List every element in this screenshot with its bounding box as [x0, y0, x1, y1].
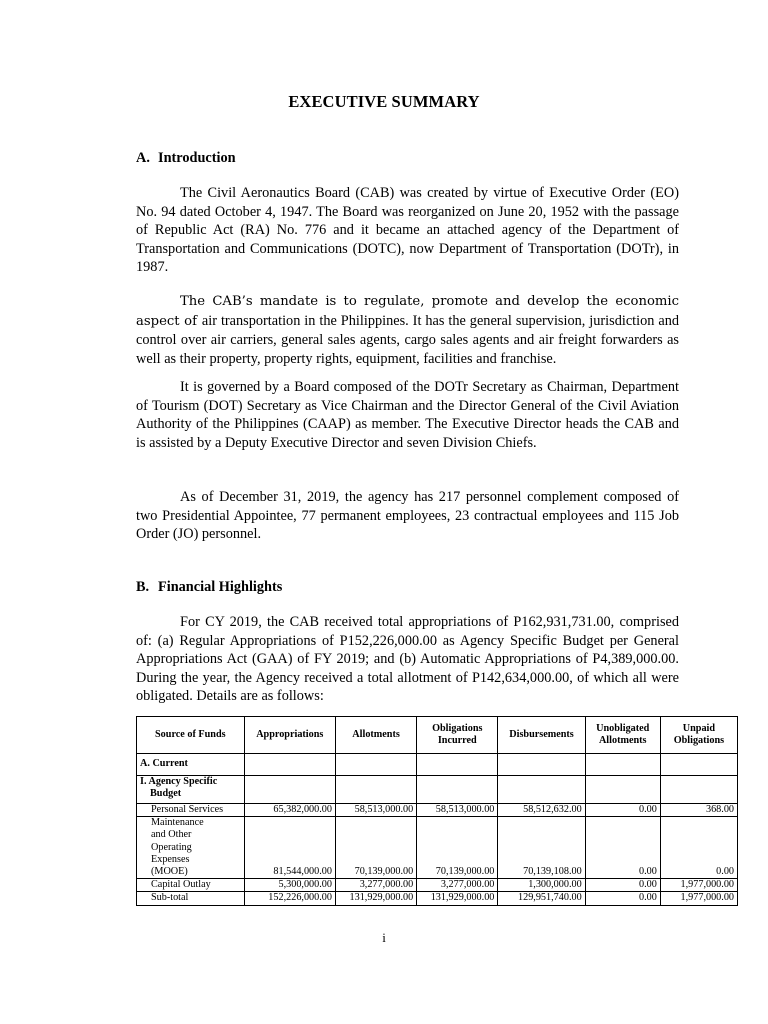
intro-paragraph-1: The Civil Aeronautics Board (CAB) was created by virtue of Executive Order (EO) No. 94 dated October 4, 1947. The Board was reorganized on June 20, 1952 with the passage of Republic Act (RA) No. 776 and it became an attached agency of the Department of Transportation and Communications (DOTC), now Department of Transportation (DOTr), in 1987.	[136, 185, 679, 275]
cell: 58,513,000.00	[417, 804, 498, 817]
intro-paragraph-2	[136, 292, 679, 368]
cell: 3,277,000.00	[417, 879, 498, 892]
cell: 129,951,740.00	[498, 892, 585, 905]
table-header-row	[137, 717, 738, 754]
group-label: I. Agency Specific Budget	[137, 776, 245, 804]
intro-paragraph-3: It is governed by a Board composed of the DOTr Secretary as Chairman, Department of Tourism (DOT) Secretary as Vice Chairman and the Director General of the Civil Aviation Authority of the Philippines (CAAP) as member. The Executive Director heads the CAB and is assisted by a Deputy Executive Director and seven Division Chiefs.	[136, 379, 679, 451]
cell: 131,929,000.00	[335, 892, 416, 905]
header-obligations-incurred: Obligations Incurred	[417, 717, 498, 754]
row-name: Personal Services	[137, 804, 245, 817]
cell: 368.00	[660, 804, 737, 817]
intro-paragraph-2-rest: air transportation in the Philippines. It has the general supervision, jurisdiction and control over air carriers, general sales agents, cargo sales agents and air freight forwarders as well as their property, property rights, equipment, facilities and franchise.	[136, 312, 680, 367]
row-name: Sub-total	[137, 892, 245, 905]
section-a-title: Introduction	[158, 150, 236, 166]
cell: 70,139,000.00	[335, 817, 416, 879]
header-unpaid-obligations: Unpaid Obligations	[660, 717, 737, 754]
cell: 1,977,000.00	[660, 892, 737, 905]
table-row	[137, 776, 738, 804]
cell: 0.00	[585, 879, 660, 892]
header-allotments: Allotments	[335, 717, 416, 754]
section-b-heading	[136, 579, 282, 596]
cell: 131,929,000.00	[417, 892, 498, 905]
header-appropriations: Appropriations	[244, 717, 335, 754]
table-row	[137, 879, 738, 892]
row-name: Capital Outlay	[137, 879, 245, 892]
section-a-label: A.	[136, 150, 150, 166]
cell: 65,382,000.00	[244, 804, 335, 817]
table-row	[137, 817, 738, 879]
header-unobligated-allotments: Unobligated Allotments	[585, 717, 660, 754]
financial-paragraph: For CY 2019, the CAB received total appropriations of P162,931,731.00, comprised of: (a) Regular Appropriations of P152,226,000.00 as Agency Specific Budget per General Appropriations Act (GAA) of FY 2019; and (b) Automatic Appropriations of P4,389,000.00. During the year, the Agency received a total allotment of P142,634,000.00, of which all were obligated. Details are as follows:	[136, 614, 679, 704]
cell: 3,277,000.00	[335, 879, 416, 892]
financial-table	[136, 716, 738, 906]
cell: 0.00	[585, 804, 660, 817]
current-label: A. Current	[137, 754, 245, 776]
cell: 0.00	[660, 817, 737, 879]
intro-paragraph-4: As of December 31, 2019, the agency has 217 personnel complement composed of two Presidential Appointee, 77 permanent employees, 23 contractual employees and 115 Job Order (JO) personnel.	[136, 489, 679, 542]
page-title: EXECUTIVE SUMMARY	[288, 92, 480, 111]
cell: 0.00	[585, 817, 660, 879]
cell: 70,139,108.00	[498, 817, 585, 879]
cell: 1,300,000.00	[498, 879, 585, 892]
section-b-label: B.	[136, 579, 150, 595]
cell: 1,977,000.00	[660, 879, 737, 892]
table-row	[137, 804, 738, 817]
row-name: Maintenance and Other Operating Expenses (MOOE)	[137, 817, 245, 879]
header-source-of-funds: Source of Funds	[137, 717, 245, 754]
cell: 81,544,000.00	[244, 817, 335, 879]
cell: 0.00	[585, 892, 660, 905]
cell: 152,226,000.00	[244, 892, 335, 905]
cell: 58,513,000.00	[335, 804, 416, 817]
cell: 58,512,632.00	[498, 804, 585, 817]
header-disbursements: Disbursements	[498, 717, 585, 754]
table-row	[137, 754, 738, 776]
section-b-title: Financial Highlights	[158, 579, 283, 595]
page-number: i	[382, 930, 386, 945]
table-row	[137, 892, 738, 905]
section-a-heading	[136, 150, 236, 167]
intro-paragraph-2-line-1: The CAB’s mandate is to regulate, promote and develop the economic aspect of	[136, 294, 679, 329]
cell: 5,300,000.00	[244, 879, 335, 892]
cell: 70,139,000.00	[417, 817, 498, 879]
